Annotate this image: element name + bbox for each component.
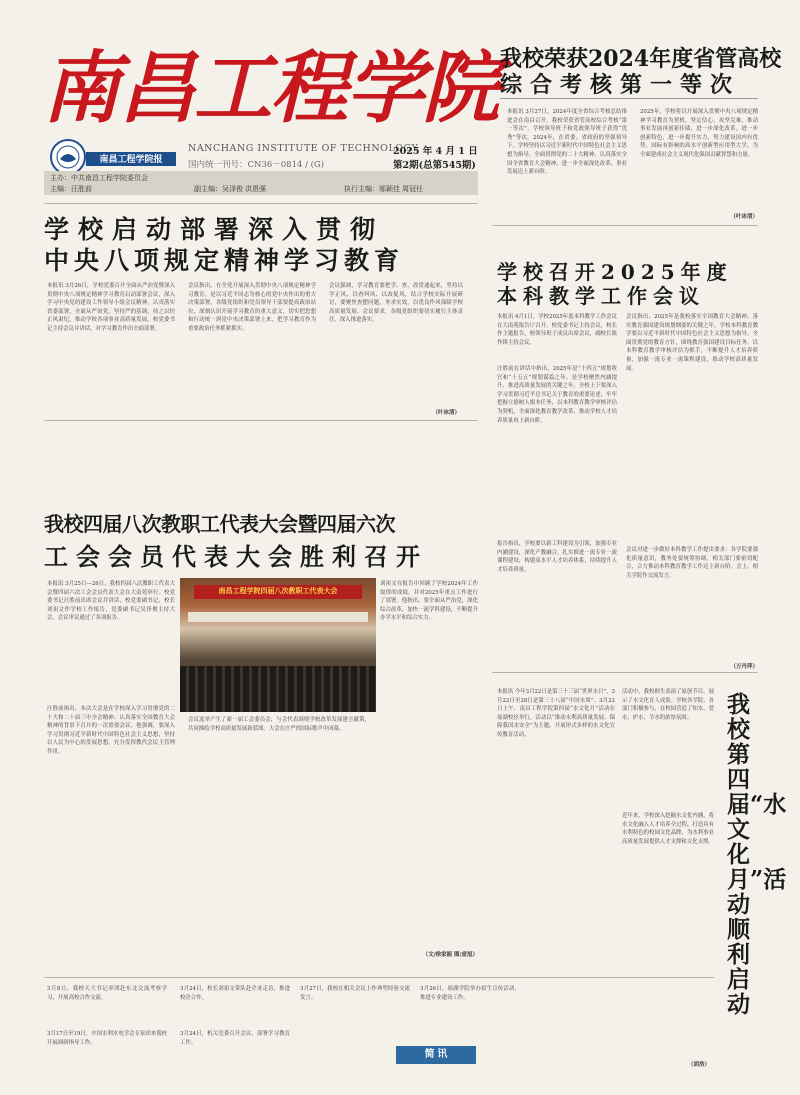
article-water-col1: 本报讯 今年3月22日是第三十三届“世界水日”，3月22日至28日是第三十八届“中国水周”。3月22日上午，南昌工程学院第四届“水文化月”活动在瑶湖校区举行，活动以“推动水利高质量发展，保障我国水安全”为主题，开展形式多样的水文化宣传教育活动。 xyxy=(497,689,615,738)
article-teaching-title-1: 学校召开2025年度 xyxy=(497,260,733,284)
divider xyxy=(44,203,478,204)
article-congress-col1b: 汪胜前指出，本次大会是在学校深入学习贯彻党的二十大和二十届三中全会精神、认真落实全国教育大会精神的背景下召开的一次重要会议。他强调，要深入学习贯彻习近平新时代中国特色社会主义思想，坚持以人民为中心的发展思想，充分发挥教代会民主管理作用。 xyxy=(47,706,175,755)
issue-date: 2025 年 4 月 1 日 xyxy=(393,146,478,157)
article-teaching-col2b: 会议对进一步做好本科教学工作提出要求：各学院要强化质量意识，教务处要统筹协调，相关部门要密切配合，合力推动本科教育教学工作迈上新台阶。会上，相关学院作交流发言。 xyxy=(626,547,758,579)
article-study-credit: （叶冰清） xyxy=(432,410,460,416)
article-teaching-col1c: 报告指出，学校要以新工科建设为引领，加强专业内涵建设，深化产教融合，扎实推进一流专业一流课程建设，构建高水平人才培养体系，持续提升人才培养质量。 xyxy=(497,541,617,573)
article-congress-title-1: 我校四届八次教职工代表大会暨四届六次 xyxy=(44,512,395,536)
brief-item: 3月8日，我校天大书记率团赴东北交流考察学习，开展高校合作交流。 xyxy=(47,986,167,1001)
divider xyxy=(492,672,758,673)
brief-item: 3月24日，机关党委召开会议，部署学习教育工作。 xyxy=(180,1031,290,1046)
article-teaching-col1b: 汪胜前在讲话中指出，2025年是“十四五”规划收官和“十五五”规划谋篇之年，是学校聚焦内涵提升、推进高质量发展的关键之年。全校上下要深入学习贯彻习近平总书记关于教育的重要论述，牢牢把握立德树人根本任务，以本科教育教学审核评估为契机，全面深化教育教学改革，推动学校人才培养质量再上新台阶。 xyxy=(497,366,617,424)
article-award-title-1: 我校荣获2024年度省管高校 xyxy=(500,46,782,72)
english-name: NANCHANG INSTITUTE OF TECHNOLOGY xyxy=(188,143,419,154)
article-teaching-credit: （万丹萍） xyxy=(730,664,758,670)
article-study-title-2: 中央八项规定精神学习教育 xyxy=(44,246,405,275)
audience xyxy=(180,666,376,712)
paper-name-badge: 南昌工程学院报 xyxy=(86,152,176,166)
brief-item: 3月26日，瑶湖学院举办招生宣传活动，推进专业建设工作。 xyxy=(420,986,520,1001)
article-award-col1: 本报讯 3月27日，2024年度全省综合考核总结推进会在南昌召开。我校荣获省管高校综合考核“第一等次”，学校领导班子和党政领导班子获得“优秀”等次。2024年，在省委、省政府的坚强领导下，学校坚持以习近平新时代中国特色社会主义思想为指导，全面贯彻党的二十大精神，认真落实全国全省教育大会精神，进一步全面深化改革，事业发展迈上新台阶。 xyxy=(507,109,627,176)
article-water-col3: 近年来，学校深入挖掘水文化内涵，将水文化融入人才培养全过程，打造具有水利特色的校园文化品牌，为水利事业高质量发展提供人才支撑和文化支撑。 xyxy=(622,813,714,845)
school-seal xyxy=(50,139,86,175)
brief-item: 3月17日至19日，中国水利水电学会专家团来我校开展调研指导工作。 xyxy=(47,1031,167,1046)
article-congress-title-2: 工会会员代表大会胜利召开 xyxy=(44,542,428,571)
article-congress-col1c: 会议选举产生了新一届工会委员会，与会代表围绕学校改革发展建言献策，共同描绘学校高质量发展新蓝图。大会在庄严的国际歌声中闭幕。 xyxy=(188,717,370,732)
congress-photo xyxy=(180,578,376,712)
article-study-col1: 本报讯 3月26日，学校党委召开全面从严治党暨深入贯彻中央八项规定精神学习教育启动部署会议，深入学习中央党的建设工作领导小组会议精神，认真落实省委部署，全面从严治党，坚持严的基调，持之以恒正风肃纪，推动学校各项事业高质量发展。校党委书记主持会议并讲话，对学习教育作出全面部署。 xyxy=(47,283,175,332)
divider xyxy=(492,225,758,226)
masthead-info-bar xyxy=(44,171,478,195)
article-water-col2: 活动中，我校师生表演了原创节目，展示了水文化育人成果。学校各学院、各部门积极参与，在校园营造了知水、爱水、护水、节水的浓厚氛围。 xyxy=(622,689,714,721)
article-study-col3: 会议强调，学习教育要把学、查、改贯通起来，坚持以学正风、以查纠风、以改促风，结合学校实际开展研讨，要聚焦查摆问题，务求实效，以优良作风保障学校高质量发展。会议要求，各级党组织要切实履行主体责任，深入推进落实。 xyxy=(329,283,463,324)
divider xyxy=(44,977,714,978)
masthead-logo xyxy=(42,40,499,138)
article-water-credit: （胡浩） xyxy=(687,1062,710,1068)
article-study-title-1: 学校启动部署深入贯彻 xyxy=(44,215,385,244)
brief-item: 3月27日，我校在相关会议上作典型经验交流发言。 xyxy=(300,986,410,1001)
divider xyxy=(500,98,758,99)
article-study-col2: 会议指出，在全党开展深入贯彻中央八项规定精神学习教育，是以习近平同志为核心的党中央作出的重大决策部署，各级党组织和党员领导干部要提高政治站位，深刻认识开展学习教育的重大意义，切实把思想和行动统一到党中央决策部署上来，把学习教育作为重要政治任务抓紧抓实。 xyxy=(188,283,316,332)
podium-row xyxy=(188,612,368,622)
divider xyxy=(44,420,478,421)
article-congress-col2: 刘祖文在报告中回顾了学校2024年工作取得的成绩，并对2025年重点工作进行了部署。他指出，要全面从严治党，深化综合改革，加快一流学科建设，不断提升办学水平和综合实力。 xyxy=(380,581,478,622)
editor-line: 主编：汪胜前 xyxy=(50,186,92,193)
article-teaching-col1a: 本报讯 4月1日，学校2025年度本科教学工作会议在大南苑报告厅召开。校党委书记主持会议，校长作主题报告，校领导班子成员出席会议，副校长陈作锋主持会议。 xyxy=(497,314,617,346)
article-award-title-2: 综合考核第一等次 xyxy=(500,72,741,98)
article-congress-credit: （文/徐家振 图/庞旭） xyxy=(422,952,478,958)
issue-number: 第2期(总第545期) xyxy=(393,160,476,171)
masthead-title: 南昌工程学院 xyxy=(42,43,499,134)
cn-number: 国内统一刊号：CN36－0814 / (G) xyxy=(188,160,325,170)
brief-item: 3月24日，校长刘祖文带队赴企业走访，推进校企合作。 xyxy=(180,986,290,1001)
article-teaching-col2a: 会议指出，2025年是我校落实全国教育大会精神，落实教育强国建设规划纲要的关键之年，学校本科教育教学要以习近平新时代中国特色社会主义思想为指导，全面贯彻党的教育方针，围绕教育强国建设目标任务，以本科教育教学审核评估为抓手，不断提升人才培养质量，加强一流专业一流课程建设，推动学校高质量发展。 xyxy=(626,314,758,372)
article-water-title: 我校第四届“水文化月”活动顺利启动 xyxy=(727,691,787,1018)
congress-banner: 南昌工程学院四届八次教职工代表大会 xyxy=(194,585,362,599)
host-line: 主办：中共南昌工程学院委员会 xyxy=(50,175,148,182)
article-congress-col1: 本报讯 3月25日—26日，我校四届八次教职工代表大会暨四届六次工会会员代表大会在大南苑举行。校党委书记汪胜前出席会议并讲话，校党委副书记、校长刘祖文作学校工作报告，党委副书记吴泽俊主持大会，会议审议通过了各项报告。 xyxy=(47,581,175,622)
briefs-label: 简 讯 xyxy=(396,1046,476,1064)
article-award-col2: 2025年，学校将以开展深入贯彻中央八项规定精神学习教育为契机，坚定信心，攻坚克难，推动事业发展再创新佳绩，进一步深化改革，进一步创新特色，进一步提升实力，努力建设国内有优势、国际有影响的高水平创新型应用型大学，为全面建成社会主义现代化强国贡献智慧和力量。 xyxy=(640,109,758,158)
article-award-credit: （叶冰清） xyxy=(730,214,758,220)
article-teaching-title-2: 本科教学工作会议 xyxy=(497,284,705,308)
exec-editor-line: 执行主编：邬颖佳 周冠任 xyxy=(344,186,423,193)
deputy-editor-line: 副主编：吴泽俊 洪恩强 xyxy=(194,186,266,193)
